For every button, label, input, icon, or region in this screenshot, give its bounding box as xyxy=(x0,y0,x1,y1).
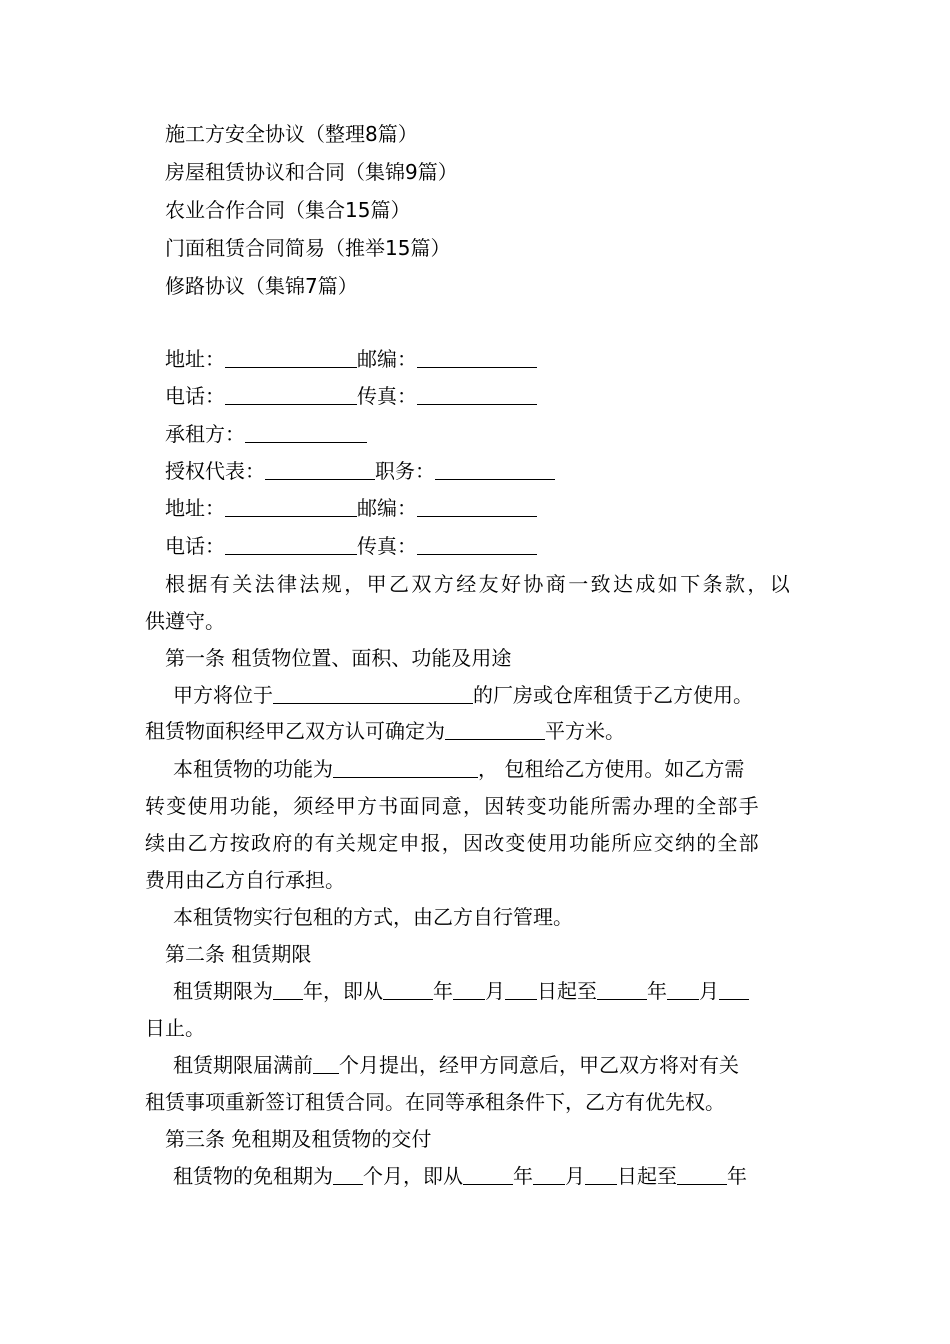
lessee-row xyxy=(165,420,367,448)
address-label: 地址： xyxy=(165,496,225,520)
party-a-phone-row xyxy=(165,382,537,410)
party-a-address-row xyxy=(165,345,537,373)
years-blank xyxy=(273,979,303,1000)
address-blank xyxy=(225,347,357,368)
related-link-3[interactable]: 农业合作合同（集合15篇） xyxy=(165,198,411,222)
phone-label: 电话： xyxy=(165,384,225,408)
related-link-5[interactable]: 修路协议（集锦7篇） xyxy=(165,274,358,298)
article-3-p1-line-1 xyxy=(173,1162,747,1190)
article-2-p1-line-2: 日止。 xyxy=(145,1016,205,1040)
postcode-blank xyxy=(417,347,537,368)
postcode-label: 邮编： xyxy=(357,347,417,371)
text: 月 xyxy=(565,1164,585,1188)
location-blank xyxy=(273,683,473,704)
article-1-p2-line-1 xyxy=(173,755,744,783)
fax-label: 传真： xyxy=(357,384,417,408)
months-blank xyxy=(313,1053,339,1074)
representative-blank xyxy=(265,459,375,480)
free-start-day-blank xyxy=(585,1164,617,1185)
text: 年 xyxy=(433,979,453,1003)
text: 月 xyxy=(485,979,505,1003)
fax-blank xyxy=(417,534,537,555)
text: 年 xyxy=(513,1164,533,1188)
text: 年，即从 xyxy=(303,979,383,1003)
article-1-p1-line-1 xyxy=(173,681,753,709)
representative-label: 授权代表： xyxy=(165,459,265,483)
fax-blank xyxy=(417,384,537,405)
text: 个月，即从 xyxy=(363,1164,463,1188)
free-end-year-blank xyxy=(677,1164,727,1185)
related-link-2[interactable]: 房屋租赁协议和合同（集锦9篇） xyxy=(165,160,458,184)
postcode-label: 邮编： xyxy=(357,496,417,520)
text: 甲方将位于 xyxy=(173,683,273,707)
related-link-4[interactable]: 门面租赁合同简易（推举15篇） xyxy=(165,236,451,260)
party-b-address-row xyxy=(165,494,537,522)
phone-label: 电话： xyxy=(165,534,225,558)
end-month-blank xyxy=(667,979,699,1000)
article-1-p2-line-3: 续由乙方按政府的有关规定申报，因改变使用功能所应交纳的全部 xyxy=(145,831,760,855)
free-months-blank xyxy=(333,1164,363,1185)
party-b-phone-row xyxy=(165,532,537,560)
representative-row xyxy=(165,457,555,485)
end-day-blank xyxy=(719,979,749,1000)
text: 租赁期限为 xyxy=(173,979,273,1003)
article-2-p2-line-1 xyxy=(173,1051,739,1079)
article-3-title: 第三条 免租期及租赁物的交付 xyxy=(165,1127,432,1151)
text: ， 包租给乙方使用。如乙方需 xyxy=(478,757,745,781)
text: 个月提出，经甲方同意后，甲乙双方将对有关 xyxy=(339,1053,739,1077)
fax-label: 传真： xyxy=(357,534,417,558)
text: 日起至 xyxy=(617,1164,677,1188)
start-year-blank xyxy=(383,979,433,1000)
postcode-blank xyxy=(417,496,537,517)
function-blank xyxy=(333,757,478,778)
article-1-p3: 本租赁物实行包租的方式，由乙方自行管理。 xyxy=(173,905,573,929)
start-day-blank xyxy=(505,979,537,1000)
article-1-p1-line-2 xyxy=(145,717,625,745)
free-start-year-blank xyxy=(463,1164,513,1185)
text: 的厂房或仓库租赁于乙方使用。 xyxy=(473,683,753,707)
article-2-p2-line-2: 租赁事项重新签订租赁合同。在同等承租条件下，乙方有优先权。 xyxy=(145,1090,725,1114)
text: 平方米。 xyxy=(545,719,625,743)
text: 年 xyxy=(727,1164,747,1188)
text: 日起至 xyxy=(537,979,597,1003)
intro-line-2: 供遵守。 xyxy=(145,609,225,633)
text: 年 xyxy=(647,979,667,1003)
article-1-p2-line-4: 费用由乙方自行承担。 xyxy=(145,868,345,892)
article-2-p1-line-1 xyxy=(173,977,749,1005)
title-blank xyxy=(435,459,555,480)
article-2-title: 第二条 租赁期限 xyxy=(165,942,312,966)
start-month-blank xyxy=(453,979,485,1000)
phone-blank xyxy=(225,534,357,555)
lessee-label: 承租方： xyxy=(165,422,245,446)
lessee-blank xyxy=(245,422,367,443)
text: 租赁期限届满前 xyxy=(173,1053,313,1077)
article-1-title: 第一条 租赁物位置、面积、功能及用途 xyxy=(165,646,512,670)
intro-line-1: 根据有关法律法规，甲乙双方经友好协商一致达成如下条款，以 xyxy=(165,572,793,596)
text: 租赁物面积经甲乙双方认可确定为 xyxy=(145,719,445,743)
text: 租赁物的免租期为 xyxy=(173,1164,333,1188)
address-label: 地址： xyxy=(165,347,225,371)
end-year-blank xyxy=(597,979,647,1000)
title-label: 职务： xyxy=(375,459,435,483)
phone-blank xyxy=(225,384,357,405)
text: 月 xyxy=(699,979,719,1003)
related-link-1[interactable]: 施工方安全协议（整理8篇） xyxy=(165,122,418,146)
area-blank xyxy=(445,719,545,740)
free-start-month-blank xyxy=(533,1164,565,1185)
article-1-p2-line-2: 转变使用功能，须经甲方书面同意，因转变功能所需办理的全部手 xyxy=(145,794,760,818)
address-blank xyxy=(225,496,357,517)
text: 本租赁物的功能为 xyxy=(173,757,333,781)
